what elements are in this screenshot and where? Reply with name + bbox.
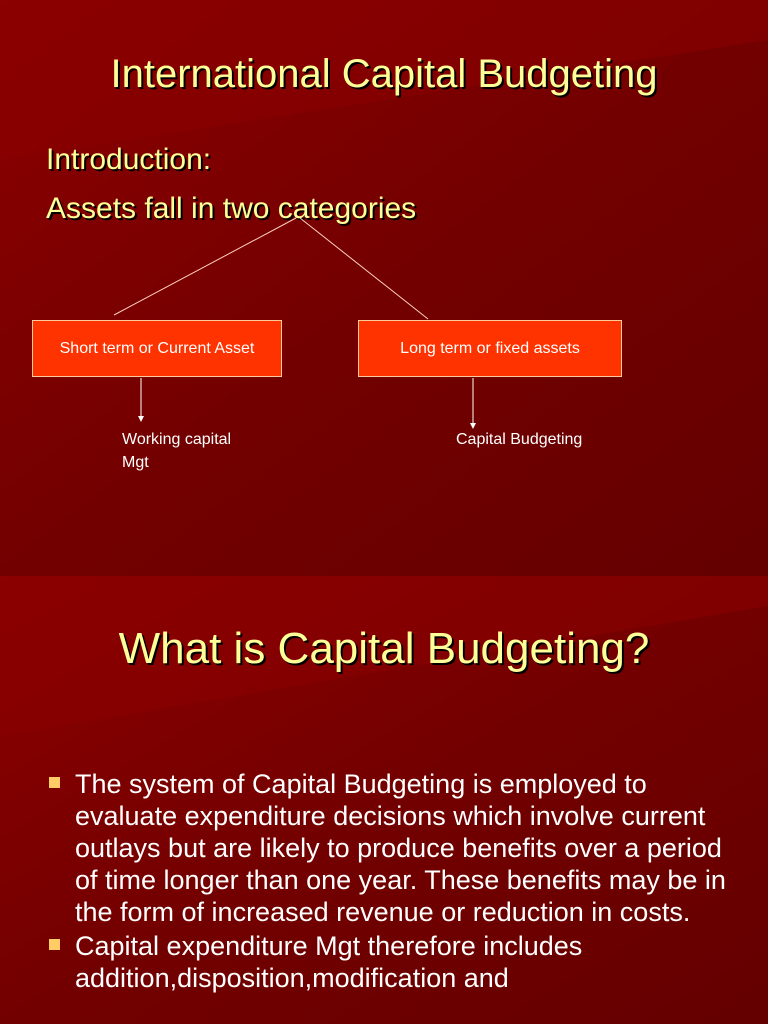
slide-title: What is Capital Budgeting? <box>118 624 650 673</box>
branch-line-right <box>300 218 428 319</box>
bullet-item <box>48 930 738 994</box>
intro-text: Assets fall in two categories <box>46 192 417 225</box>
square-bullet-icon <box>49 939 60 950</box>
bullet-list <box>48 768 738 996</box>
arrow-head-left <box>138 416 144 422</box>
bullet-text: Capital expenditure Mgt therefore includes addition,disposition,modification and <box>75 931 583 993</box>
slide-title: International Capital Budgeting <box>110 52 658 96</box>
slide-2 <box>0 576 768 1024</box>
bullet-text: The system of Capital Budgeting is employed to evaluate expenditure decisions which involve current outlays but are likely to produce benefits over a period of time longer than one year. These benefits may be in the form of increased revenue or reduction in costs. <box>75 769 726 927</box>
square-bullet-icon <box>49 777 60 788</box>
short-term-asset-box: Short term or Current Asset <box>32 320 282 377</box>
working-capital-label: Working capital Mgt <box>122 431 232 471</box>
long-term-asset-box: Long term or fixed assets <box>358 320 622 377</box>
branch-line-left <box>114 218 296 315</box>
intro-heading: Introduction: <box>46 143 212 176</box>
capital-budgeting-label: Capital Budgeting <box>456 431 583 448</box>
bullet-item <box>48 768 738 928</box>
